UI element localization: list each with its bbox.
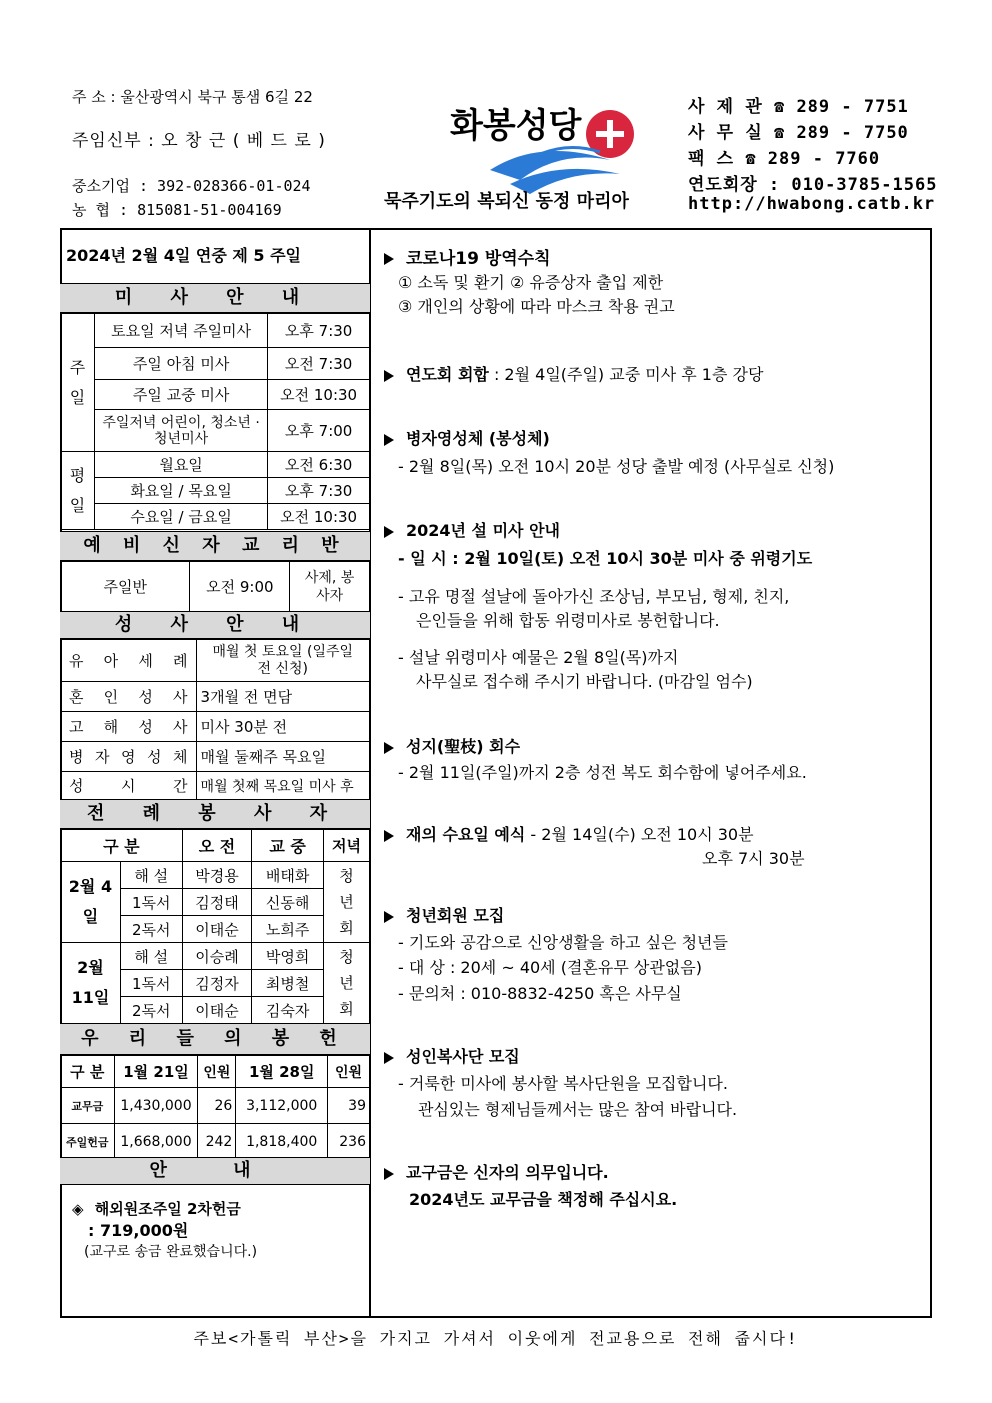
mass-name: 월요일 xyxy=(94,452,267,478)
mass-section-title: 미 사 안 내 xyxy=(60,283,370,313)
offering-section-title: 우 리 들 의 봉 헌 xyxy=(60,1023,370,1055)
triangle-bullet-icon xyxy=(384,253,394,265)
liturgy-person: 배태화 xyxy=(252,862,324,889)
liturgy-role: 해 설 xyxy=(120,862,182,889)
offering-header: 인원 xyxy=(328,1056,370,1088)
altar-item-1: - 거룩한 미사에 봉사할 복사단원을 모집합니다. xyxy=(398,1074,728,1093)
mass-time: 오전 7:30 xyxy=(268,348,370,380)
sacrament-desc: 3개월 전 면담 xyxy=(196,682,369,712)
offering-type: 교무금 xyxy=(61,1088,115,1124)
patron-saint: 묵주기도의 복되신 동정 마리아 xyxy=(384,191,629,212)
liturgy-role: 1독서 xyxy=(120,889,182,916)
triangle-bullet-icon xyxy=(384,1168,394,1180)
liturgy-person: 박영희 xyxy=(252,943,324,970)
liturgy-header: 교 중 xyxy=(252,830,324,862)
mass-time: 오후 7:00 xyxy=(268,410,370,452)
palm-title: 성지(聖枝) 회수 xyxy=(384,734,520,757)
church-name: 화봉성당 xyxy=(450,106,582,146)
yeondo-text: : 2월 4일(주일) 교중 미사 후 1층 강당 xyxy=(488,365,764,384)
class-teacher: 사제, 봉사자 xyxy=(290,562,370,612)
offering-header: 1월 28일 xyxy=(236,1056,328,1088)
offering-amount: 3,112,000 xyxy=(236,1088,328,1124)
pastor: 주임신부 : 오 창 근 ( 베 드 로 ) xyxy=(72,131,326,151)
liturgy-person: 이승례 xyxy=(182,943,252,970)
youth-item-2: - 대 상 : 20세 ~ 40세 (결혼유무 상관없음) xyxy=(398,958,702,977)
mass-name: 수요일 / 금요일 xyxy=(94,504,267,530)
mass-time: 오후 7:30 xyxy=(268,478,370,504)
account-nh: 농 협 : 815081-51-004169 xyxy=(72,201,282,219)
liturgy-date: 2월 4일 xyxy=(61,862,121,943)
mass-name: 화요일 / 목요일 xyxy=(94,478,267,504)
triangle-bullet-icon xyxy=(384,742,394,754)
liturgy-person: 이태순 xyxy=(182,997,252,1024)
website[interactable]: http://hwabong.catb.kr xyxy=(688,194,936,214)
mass-name: 주일 교중 미사 xyxy=(94,380,267,410)
sacrament-name: 성 시 간 xyxy=(61,772,197,800)
mass-name: 토요일 저녁 주일미사 xyxy=(94,314,267,348)
offering-count: 236 xyxy=(328,1124,370,1160)
sacrament-name: 병 자 영 성 체 xyxy=(61,742,197,772)
liturgy-table xyxy=(60,829,370,1024)
sacrament-desc: 매월 둘째주 목요일 xyxy=(196,742,369,772)
bulletin-date: 2024년 2월 4일 연중 제 5 주일 xyxy=(66,246,301,265)
offering-amount: 1,818,400 xyxy=(236,1124,328,1160)
offering-header: 인원 xyxy=(198,1056,236,1088)
notice-bullet-icon: ◈ xyxy=(72,1200,84,1218)
triangle-bullet-icon xyxy=(384,370,394,382)
liturgy-header: 구 분 xyxy=(61,830,183,862)
notice-text: 해외원조주일 2차헌금 xyxy=(94,1200,241,1218)
notice-line xyxy=(72,1198,241,1219)
youth-title: 청년회원 모집 xyxy=(384,903,504,926)
covid-item-1: ① 소독 및 환기 ② 유증상자 출입 제한 xyxy=(398,273,664,292)
triangle-bullet-icon xyxy=(384,830,394,842)
altar-item-2: 관심있는 형제님들께서는 많은 참여 바랍니다. xyxy=(418,1100,738,1119)
sacrament-name: 혼 인 성 사 xyxy=(61,682,197,712)
mass-time: 오후 7:30 xyxy=(268,314,370,348)
yeondo-title: 연도회 회합 : 2월 4일(주일) 교중 미사 후 1층 강당 xyxy=(384,362,763,385)
liturgy-date: 2월 11일 xyxy=(61,943,121,1024)
seol-title: 2024년 설 미사 안내 xyxy=(384,518,560,541)
weekday-label: 평 일 xyxy=(61,452,95,530)
catechumen-section-title: 예 비 신 자 교 리 반 xyxy=(60,531,370,561)
mass-table xyxy=(60,313,370,530)
triangle-bullet-icon xyxy=(384,526,394,538)
liturgy-person: 최병철 xyxy=(252,970,324,997)
sacrament-table xyxy=(60,639,370,800)
address: 주 소 : 울산광역시 북구 통샘 6길 22 xyxy=(72,88,313,106)
liturgy-person: 이태순 xyxy=(182,916,252,943)
youth-item-1: - 기도와 공감으로 신앙생활을 하고 싶은 청년들 xyxy=(398,933,728,952)
notice-section-title: 안 내 xyxy=(60,1157,370,1185)
sacrament-section-title: 성 사 안 내 xyxy=(60,611,370,639)
liturgy-evening: 청년회 xyxy=(324,943,370,1024)
covid-title: 코로나19 방역수칙 xyxy=(384,244,551,269)
sick-text: - 2월 8일(목) 오전 10시 20분 성당 출발 예정 (사무실로 신청) xyxy=(398,457,835,476)
catechumen-table xyxy=(60,561,370,612)
liturgy-header: 오 전 xyxy=(182,830,252,862)
offering-amount: 1,430,000 xyxy=(114,1088,198,1124)
logo-emblem-icon xyxy=(450,98,640,198)
offering-header: 구 분 xyxy=(61,1056,115,1088)
offering-amount: 1,668,000 xyxy=(114,1124,198,1160)
class-time: 오전 9:00 xyxy=(190,562,290,612)
mass-name: 주일저녁 어린이, 청소년 · 청년미사 xyxy=(94,410,267,452)
offering-count: 26 xyxy=(198,1088,236,1124)
ash-time-1: - 2월 14일(수) 오전 10시 30분 xyxy=(525,825,754,844)
phone-fax: 팩 스 ☎ 289 - 7760 xyxy=(688,149,881,169)
offering-count: 242 xyxy=(198,1124,236,1160)
ash-time-2: 오후 7시 30분 xyxy=(702,849,805,868)
sacrament-name: 고 해 성 사 xyxy=(61,712,197,742)
triangle-bullet-icon xyxy=(384,1052,394,1064)
liturgy-person: 김숙자 xyxy=(252,997,324,1024)
footer-text: 주보<가톨릭 부산>을 가지고 가셔서 이웃에게 전교용으로 전해 줍시다! xyxy=(193,1329,799,1348)
mass-name: 주일 아침 미사 xyxy=(94,348,267,380)
covid-item-2: ③ 개인의 상황에 따라 마스크 착용 권고 xyxy=(398,297,675,316)
seol-offering-1: - 설날 위령미사 예물은 2월 8일(목)까지 xyxy=(398,648,679,667)
church-logo xyxy=(450,98,640,198)
notice-note: (교구로 송금 완료했습니다.) xyxy=(84,1244,258,1260)
altar-title: 성인복사단 모집 xyxy=(384,1044,520,1067)
offering-table xyxy=(60,1055,370,1160)
liturgy-role: 2독서 xyxy=(120,997,182,1024)
sacrament-desc: 매월 첫째 목요일 미사 후 xyxy=(196,772,369,800)
offering-header: 1월 21일 xyxy=(114,1056,198,1088)
youth-item-3: - 문의처 : 010-8832-4250 혹은 사무실 xyxy=(398,984,682,1003)
triangle-bullet-icon xyxy=(384,434,394,446)
mass-time: 오전 10:30 xyxy=(268,504,370,530)
bottom-rule xyxy=(60,1316,932,1318)
liturgy-person: 박경용 xyxy=(182,862,252,889)
liturgy-person: 김정자 xyxy=(182,970,252,997)
notice-amount: : 719,000원 xyxy=(88,1221,189,1240)
seol-desc-1: - 고유 명절 설날에 돌아가신 조상님, 부모님, 형제, 친지, xyxy=(398,587,790,606)
liturgy-role: 2독서 xyxy=(120,916,182,943)
sacrament-desc: 매월 첫 토요일 (일주일 전 신청) xyxy=(196,640,369,682)
liturgy-role: 1독서 xyxy=(120,970,182,997)
sacrament-desc: 미사 30분 전 xyxy=(196,712,369,742)
due-title: 교구금은 신자의 의무입니다. xyxy=(384,1160,609,1183)
liturgy-person: 신동해 xyxy=(252,889,324,916)
palm-text: - 2월 11일(주일)까지 2층 성전 복도 회수함에 넣어주세요. xyxy=(398,763,807,782)
phone-office: 사 무 실 ☎ 289 - 7750 xyxy=(688,123,909,143)
triangle-bullet-icon xyxy=(384,911,394,923)
seol-schedule: - 일 시 : 2월 10일(토) 오전 10시 30분 미사 중 위령기도 xyxy=(398,549,813,568)
liturgy-section-title: 전 례 봉 사 자 xyxy=(60,799,370,829)
liturgy-header: 저녁 xyxy=(324,830,370,862)
due-text: 2024년도 교무금을 책정해 주십시요. xyxy=(409,1190,678,1209)
mass-time: 오전 10:30 xyxy=(268,380,370,410)
phone-rectory: 사 제 관 ☎ 289 - 7751 xyxy=(688,97,909,117)
liturgy-role: 해 설 xyxy=(120,943,182,970)
seol-offering-2: 사무실로 접수해 주시기 바랍니다. (마감일 엄수) xyxy=(416,672,753,691)
account-sme: 중소기업 : 392-028366-01-024 xyxy=(72,177,311,195)
seol-desc-2: 은인들을 위해 합동 위령미사로 봉헌합니다. xyxy=(416,611,720,630)
sick-title: 병자영성체 (봉성체) xyxy=(384,426,550,449)
mass-time: 오전 6:30 xyxy=(268,452,370,478)
liturgy-person: 김정태 xyxy=(182,889,252,916)
liturgy-person: 노희주 xyxy=(252,916,324,943)
sunday-label: 주 일 xyxy=(61,314,95,452)
ash-title: 재의 수요일 예식 - 2월 14일(수) 오전 10시 30분 xyxy=(384,822,754,845)
offering-count: 39 xyxy=(328,1088,370,1124)
liturgy-evening: 청년회 xyxy=(324,862,370,943)
class-name: 주일반 xyxy=(61,562,190,612)
president-phone: 연도회장 : 010-3785-1565 xyxy=(688,175,938,195)
sacrament-name: 유 아 세 례 xyxy=(61,640,197,682)
offering-type: 주일헌금 xyxy=(61,1124,115,1160)
